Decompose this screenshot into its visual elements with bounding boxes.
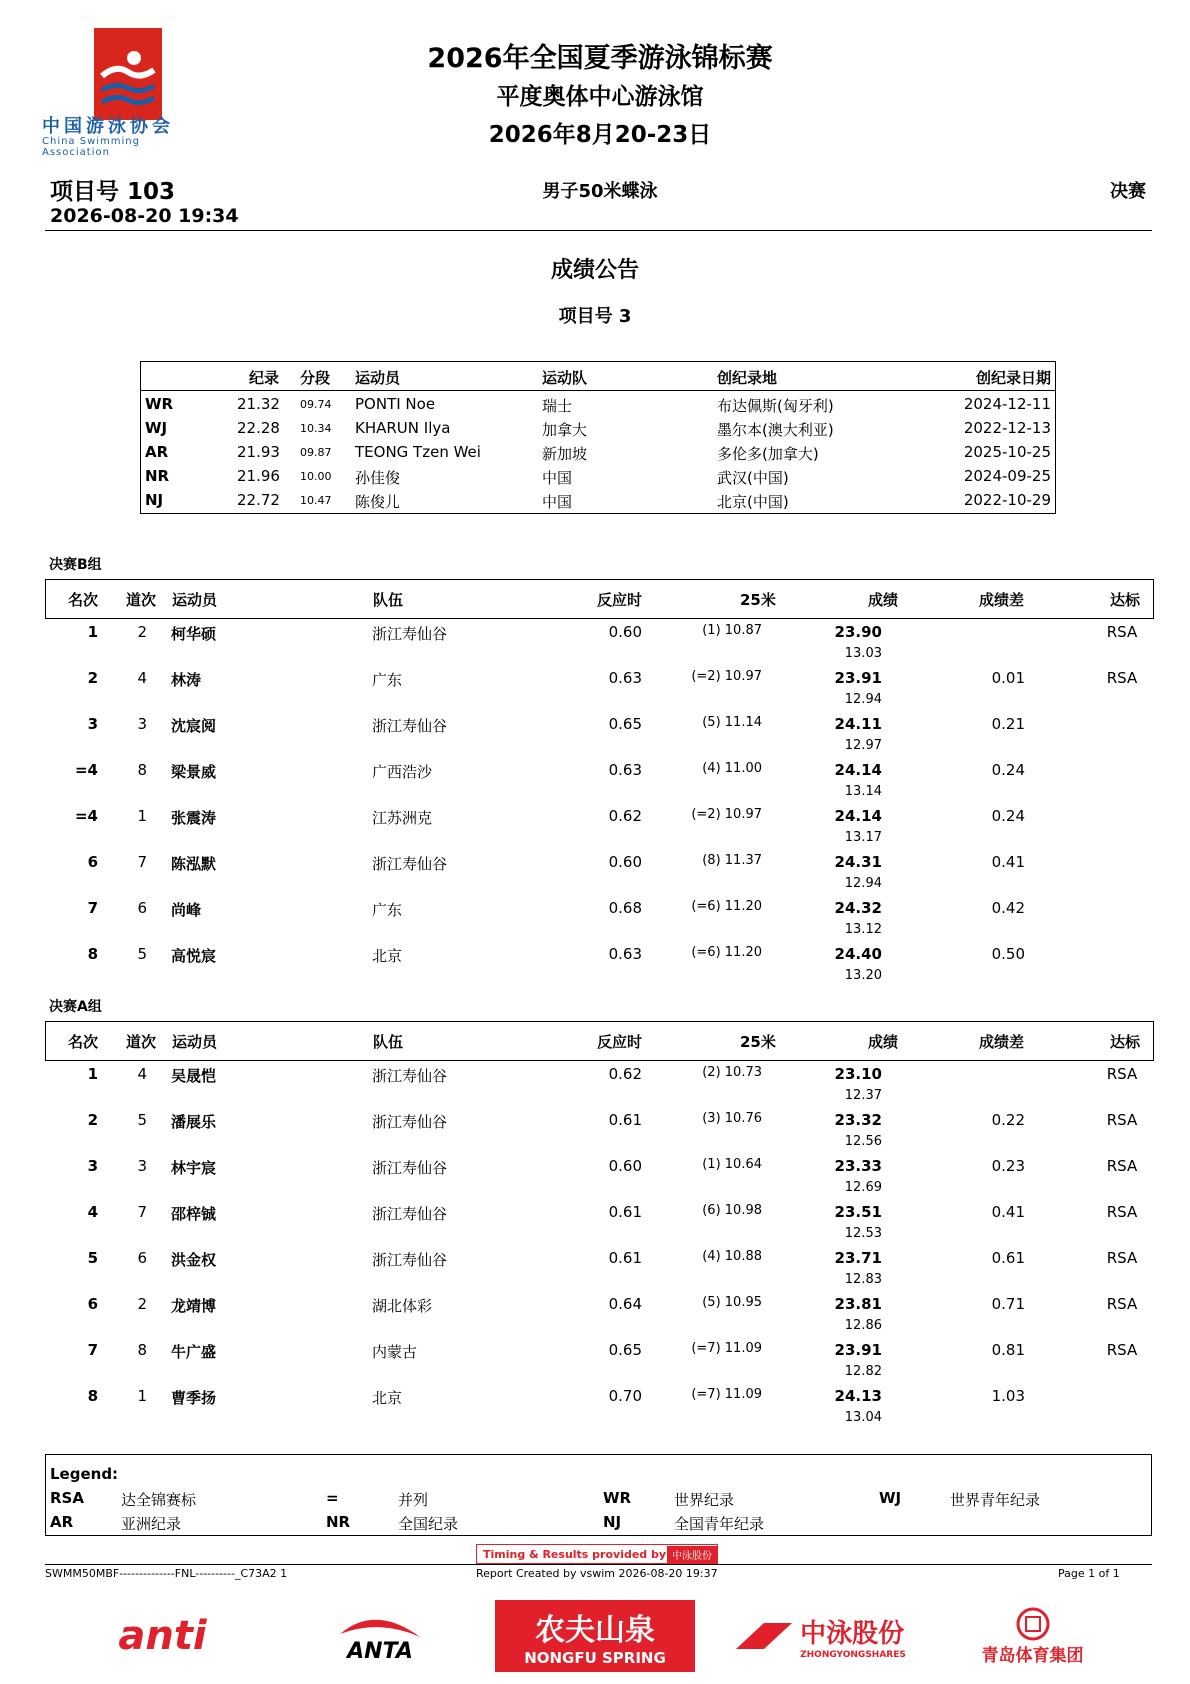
record-time: 21.32 — [237, 395, 280, 413]
final-time: 24.31 — [834, 853, 882, 871]
rec-col-split: 分段 — [300, 369, 331, 387]
col-lane: 道次 — [126, 591, 157, 609]
lane: 5 — [137, 945, 147, 963]
final-b-header — [45, 579, 1154, 619]
split-50m: 12.82 — [844, 1364, 882, 1379]
record-split: 10.47 — [300, 494, 332, 507]
rank: 1 — [87, 1065, 98, 1083]
swimmer-icon — [94, 28, 162, 120]
header-divider — [45, 230, 1152, 231]
split-25m: (4) 10.88 — [702, 1249, 762, 1264]
time-diff: 0.21 — [991, 715, 1025, 733]
lane: 8 — [137, 761, 147, 779]
time-diff: 0.71 — [991, 1295, 1025, 1313]
record-time: 21.96 — [237, 467, 280, 485]
record-code: WR — [145, 395, 174, 413]
athlete-name: 洪金权 — [171, 1251, 217, 1269]
legend-box — [45, 1454, 1152, 1536]
split-50m: 13.12 — [844, 922, 882, 937]
footer-divider — [45, 1564, 1152, 1565]
legend-desc: 世界纪录 — [674, 1491, 735, 1509]
result-row — [45, 1249, 1152, 1295]
reaction-time: 0.61 — [608, 1203, 642, 1221]
legend-desc: 全国青年纪录 — [674, 1515, 765, 1533]
split-50m: 12.94 — [844, 876, 882, 891]
legend-code: AR — [50, 1513, 74, 1531]
org-name-en: China Swimming Association — [42, 136, 140, 158]
result-row — [45, 1111, 1152, 1157]
col-25m: 25米 — [740, 591, 776, 609]
nongfu-cn: 农夫山泉 — [535, 1613, 655, 1648]
record-code: AR — [145, 443, 169, 461]
reaction-time: 0.60 — [608, 623, 642, 641]
record-place: 武汉(中国) — [717, 469, 789, 487]
athlete-name: 梁景威 — [171, 763, 217, 781]
team-name: 江苏洲克 — [372, 809, 433, 827]
team-name: 浙江寿仙谷 — [372, 1159, 448, 1177]
result-row — [45, 853, 1152, 899]
result-row — [45, 807, 1152, 853]
final-time: 23.71 — [834, 1249, 882, 1267]
athlete-name: 张震涛 — [171, 809, 217, 827]
athlete-name: 林涛 — [171, 671, 202, 689]
standard-badge: RSA — [1106, 1295, 1138, 1313]
anta-text: ANTA — [347, 1638, 413, 1664]
rank: 4 — [87, 1203, 98, 1221]
final-time: 23.32 — [834, 1111, 882, 1129]
meet-dates: 2026年8月20-23日 — [488, 122, 712, 148]
reaction-time: 0.63 — [608, 761, 642, 779]
reaction-time: 0.65 — [608, 715, 642, 733]
split-25m: (2) 10.73 — [702, 1065, 762, 1080]
team-name: 广东 — [372, 901, 403, 919]
lane: 8 — [137, 1341, 147, 1359]
rec-col-record: 纪录 — [249, 369, 280, 387]
record-team: 加拿大 — [542, 421, 588, 439]
record-row — [141, 416, 1055, 440]
event-number: 项目号 103 — [50, 179, 176, 205]
final-time: 24.40 — [834, 945, 882, 963]
final-time: 24.13 — [834, 1387, 882, 1405]
rank: 8 — [87, 1387, 98, 1405]
record-time: 21.93 — [237, 443, 280, 461]
lane: 7 — [137, 853, 147, 871]
athlete-name: 沈宸阅 — [171, 717, 217, 735]
team-name: 湖北体彩 — [372, 1297, 433, 1315]
meet-title: 2026年全国夏季游泳锦标赛 — [427, 43, 773, 74]
reaction-time: 0.63 — [608, 945, 642, 963]
record-row — [141, 488, 1055, 512]
split-50m: 13.03 — [844, 646, 882, 661]
record-athlete: 孙佳俊 — [355, 469, 401, 487]
split-50m: 13.17 — [844, 830, 882, 845]
record-date: 2022-10-29 — [963, 491, 1051, 509]
time-diff: 0.61 — [991, 1249, 1025, 1267]
col-time: 成绩 — [868, 591, 899, 609]
legend-code: WR — [603, 1489, 632, 1507]
legend-title: Legend: — [50, 1465, 119, 1483]
athlete-name: 曹季扬 — [171, 1389, 217, 1407]
timing-brand: 中泳股份 — [667, 1546, 717, 1563]
lane: 3 — [137, 715, 147, 733]
record-split: 09.74 — [300, 398, 332, 411]
rec-col-date: 创纪录日期 — [975, 369, 1051, 387]
round-label: 决赛 — [1110, 181, 1146, 202]
lane: 6 — [137, 1249, 147, 1267]
rank: 2 — [87, 669, 98, 687]
timing-banner — [476, 1544, 718, 1564]
legend-desc: 全国纪录 — [398, 1515, 459, 1533]
record-split: 09.87 — [300, 446, 332, 459]
legend-desc: 亚洲纪录 — [121, 1515, 182, 1533]
split-25m: (=6) 11.20 — [691, 945, 762, 960]
qd-text: 青岛体育集团 — [981, 1645, 1084, 1666]
csa-logo — [42, 28, 207, 158]
record-code: WJ — [145, 419, 168, 437]
result-row — [45, 623, 1152, 669]
standard-badge: RSA — [1106, 1341, 1138, 1359]
result-row — [45, 945, 1152, 991]
time-diff: 0.41 — [991, 1203, 1025, 1221]
split-50m: 13.20 — [844, 968, 882, 983]
team-name: 广东 — [372, 671, 403, 689]
result-row — [45, 1295, 1152, 1341]
reaction-time: 0.61 — [608, 1249, 642, 1267]
record-athlete: TEONG Tzen Wei — [355, 443, 481, 461]
split-25m: (=7) 11.09 — [691, 1341, 762, 1356]
athlete-name: 陈泓默 — [171, 855, 217, 873]
nongfu-en: NONGFU SPRING — [524, 1649, 666, 1667]
final-a-header — [45, 1021, 1154, 1061]
final-time: 24.11 — [834, 715, 882, 733]
split-50m: 13.14 — [844, 784, 882, 799]
col-athlete: 运动员 — [172, 591, 218, 609]
lane: 2 — [137, 623, 147, 641]
record-place: 布达佩斯(匈牙利) — [717, 397, 834, 415]
legend-code: NR — [326, 1513, 351, 1531]
team-name: 浙江寿仙谷 — [372, 717, 448, 735]
time-diff: 0.41 — [991, 853, 1025, 871]
reaction-time: 0.65 — [608, 1341, 642, 1359]
result-row — [45, 761, 1152, 807]
split-50m: 12.83 — [844, 1272, 882, 1287]
records-header — [141, 364, 1055, 391]
reaction-time: 0.60 — [608, 1157, 642, 1175]
split-25m: (1) 10.87 — [702, 623, 762, 638]
time-diff: 0.22 — [991, 1111, 1025, 1129]
result-row — [45, 1387, 1152, 1433]
record-team: 瑞士 — [542, 397, 573, 415]
split-25m: (6) 10.98 — [702, 1203, 762, 1218]
record-place: 北京(中国) — [717, 493, 789, 511]
rec-col-place: 创纪录地 — [717, 369, 778, 387]
split-50m: 12.94 — [844, 692, 882, 707]
sponsor-anti-logo: anti — [118, 1613, 207, 1659]
record-date: 2025-10-25 — [963, 443, 1051, 461]
venue: 平度奥体中心游泳馆 — [496, 84, 704, 110]
time-diff: 0.24 — [991, 807, 1025, 825]
record-athlete: 陈俊儿 — [355, 493, 401, 511]
team-name: 浙江寿仙谷 — [372, 855, 448, 873]
final-time: 23.81 — [834, 1295, 882, 1313]
rank: 6 — [87, 853, 98, 871]
lane: 6 — [137, 899, 147, 917]
standard-badge: RSA — [1106, 623, 1138, 641]
reaction-time: 0.60 — [608, 853, 642, 871]
standard-badge: RSA — [1106, 1065, 1138, 1083]
athlete-name: 高悦宸 — [171, 947, 217, 965]
col-team: 队伍 — [373, 591, 404, 609]
team-name: 浙江寿仙谷 — [372, 1205, 448, 1223]
record-team: 中国 — [542, 469, 573, 487]
rank: 2 — [87, 1111, 98, 1129]
final-time: 23.33 — [834, 1157, 882, 1175]
result-row — [45, 715, 1152, 761]
legend-code: WJ — [879, 1489, 902, 1507]
col-lane: 道次 — [126, 1033, 157, 1051]
sponsor-bar — [0, 1600, 1190, 1680]
reaction-time: 0.68 — [608, 899, 642, 917]
final-time: 23.91 — [834, 669, 882, 687]
org-name-cn: 中国游泳协会 — [42, 116, 174, 137]
rank: 1 — [87, 623, 98, 641]
team-name: 广西浩沙 — [372, 763, 433, 781]
lane: 5 — [137, 1111, 147, 1129]
reaction-time: 0.64 — [608, 1295, 642, 1313]
standard-badge: RSA — [1106, 1157, 1138, 1175]
standard-badge: RSA — [1106, 669, 1138, 687]
rank: =4 — [74, 761, 98, 779]
lane: 3 — [137, 1157, 147, 1175]
qd-emblem-icon — [1016, 1607, 1050, 1641]
record-row — [141, 464, 1055, 488]
final-time: 23.91 — [834, 1341, 882, 1359]
team-name: 浙江寿仙谷 — [372, 1113, 448, 1131]
time-diff: 1.03 — [991, 1387, 1025, 1405]
col-athlete: 运动员 — [172, 1033, 218, 1051]
standard-badge: RSA — [1106, 1249, 1138, 1267]
result-row — [45, 1065, 1152, 1111]
col-diff: 成绩差 — [979, 591, 1025, 609]
athlete-name: 邵梓铖 — [171, 1205, 217, 1223]
team-name: 浙江寿仙谷 — [372, 625, 448, 643]
time-diff: 0.01 — [991, 669, 1025, 687]
zy-mark-icon — [734, 1621, 794, 1651]
split-50m: 12.56 — [844, 1134, 882, 1149]
col-diff: 成绩差 — [979, 1033, 1025, 1051]
split-25m: (1) 10.64 — [702, 1157, 762, 1172]
reaction-time: 0.63 — [608, 669, 642, 687]
result-row — [45, 899, 1152, 945]
split-50m: 12.37 — [844, 1088, 882, 1103]
athlete-name: 尚峰 — [171, 901, 202, 919]
rank: 5 — [87, 1249, 98, 1267]
lane: 4 — [137, 1065, 147, 1083]
legend-code: NJ — [603, 1513, 622, 1531]
athlete-name: 林宇宸 — [171, 1159, 217, 1177]
col-reaction: 反应时 — [597, 1033, 643, 1051]
split-50m: 12.97 — [844, 738, 882, 753]
team-name: 浙江寿仙谷 — [372, 1067, 448, 1085]
legend-desc: 世界青年纪录 — [950, 1491, 1041, 1509]
lane: 7 — [137, 1203, 147, 1221]
final-time: 23.51 — [834, 1203, 882, 1221]
legend-code: RSA — [50, 1489, 84, 1507]
record-row — [141, 440, 1055, 464]
record-date: 2022-12-13 — [963, 419, 1051, 437]
lane: 1 — [137, 807, 147, 825]
result-row — [45, 1203, 1152, 1249]
result-row — [45, 1341, 1152, 1387]
event-name: 男子50米蝶泳 — [542, 181, 658, 202]
split-25m: (4) 11.00 — [702, 761, 762, 776]
zy-cn: 中泳股份 — [800, 1618, 905, 1649]
split-25m: (=7) 11.09 — [691, 1387, 762, 1402]
col-standard: 达标 — [1110, 1033, 1141, 1051]
time-diff: 0.24 — [991, 761, 1025, 779]
record-split: 10.00 — [300, 470, 332, 483]
split-25m: (=2) 10.97 — [691, 669, 762, 684]
col-team: 队伍 — [373, 1033, 404, 1051]
records-table — [140, 361, 1056, 514]
record-date: 2024-12-11 — [963, 395, 1051, 413]
team-name: 北京 — [372, 947, 403, 965]
final-time: 24.32 — [834, 899, 882, 917]
lane: 4 — [137, 669, 147, 687]
split-50m: 12.69 — [844, 1180, 882, 1195]
record-place: 多伦多(加拿大) — [717, 445, 819, 463]
final-time: 23.10 — [834, 1065, 882, 1083]
sponsor-qd-logo — [965, 1600, 1100, 1672]
timing-text: Timing & Results provided by — [483, 1547, 667, 1561]
final-time: 24.14 — [834, 807, 882, 825]
record-athlete: KHARUN Ilya — [355, 419, 451, 437]
col-reaction: 反应时 — [597, 591, 643, 609]
record-athlete: PONTI Noe — [355, 395, 436, 413]
record-place: 墨尔本(澳大利亚) — [717, 421, 834, 439]
rank: 6 — [87, 1295, 98, 1313]
split-25m: (5) 11.14 — [702, 715, 762, 730]
record-code: NJ — [145, 491, 164, 509]
final-time: 24.14 — [834, 761, 882, 779]
record-code: NR — [145, 467, 170, 485]
reaction-time: 0.62 — [608, 1065, 642, 1083]
rank: 3 — [87, 715, 98, 733]
record-date: 2024-09-25 — [963, 467, 1051, 485]
sponsor-zy-logo — [725, 1600, 915, 1672]
record-row — [141, 392, 1055, 416]
page-number: Page 1 of 1 — [1058, 1567, 1120, 1580]
lane: 2 — [137, 1295, 147, 1313]
athlete-name: 潘展乐 — [171, 1113, 217, 1131]
sponsor-nongfu-logo — [495, 1600, 695, 1672]
split-50m: 13.04 — [844, 1410, 882, 1425]
sponsor-anta-logo — [325, 1600, 435, 1672]
record-time: 22.72 — [237, 491, 280, 509]
rank: 7 — [87, 899, 98, 917]
rank: 3 — [87, 1157, 98, 1175]
sub-event: 项目号 3 — [558, 306, 632, 327]
split-25m: (5) 10.95 — [702, 1295, 762, 1310]
result-row — [45, 1157, 1152, 1203]
legend-desc: 达全锦赛标 — [121, 1491, 197, 1509]
split-25m: (=2) 10.97 — [691, 807, 762, 822]
rank: 8 — [87, 945, 98, 963]
record-split: 10.34 — [300, 422, 332, 435]
anta-swoosh-icon — [335, 1609, 425, 1639]
standard-badge: RSA — [1106, 1111, 1138, 1129]
final-a-label: 决赛A组 — [49, 999, 102, 1015]
rec-col-athlete: 运动员 — [355, 369, 401, 387]
record-team: 新加坡 — [542, 445, 588, 463]
col-time: 成绩 — [868, 1033, 899, 1051]
split-25m: (8) 11.37 — [702, 853, 762, 868]
split-25m: (=6) 11.20 — [691, 899, 762, 914]
split-25m: (3) 10.76 — [702, 1111, 762, 1126]
rank: 7 — [87, 1341, 98, 1359]
record-time: 22.28 — [237, 419, 280, 437]
split-50m: 12.86 — [844, 1318, 882, 1333]
event-time: 2026-08-20 19:34 — [50, 205, 239, 227]
split-50m: 12.53 — [844, 1226, 882, 1241]
zy-en: ZHONGYONGSHARES — [800, 1649, 906, 1660]
reaction-time: 0.61 — [608, 1111, 642, 1129]
col-standard: 达标 — [1110, 591, 1141, 609]
time-diff: 0.42 — [991, 899, 1025, 917]
rank: =4 — [74, 807, 98, 825]
final-time: 23.90 — [834, 623, 882, 641]
result-row — [45, 669, 1152, 715]
col-25m: 25米 — [740, 1033, 776, 1051]
standard-badge: RSA — [1106, 1203, 1138, 1221]
time-diff: 0.50 — [991, 945, 1025, 963]
legend-desc: 并列 — [398, 1491, 429, 1509]
team-name: 北京 — [372, 1389, 403, 1407]
doc-title: 成绩公告 — [550, 258, 639, 283]
lane: 1 — [137, 1387, 147, 1405]
athlete-name: 柯华硕 — [171, 625, 217, 643]
final-b-label: 决赛B组 — [49, 557, 102, 573]
reaction-time: 0.62 — [608, 807, 642, 825]
report-created: Report Created by vswim 2026-08-20 19:37 — [476, 1567, 718, 1580]
time-diff: 0.23 — [991, 1157, 1025, 1175]
rec-col-team: 运动队 — [542, 369, 588, 387]
time-diff: 0.81 — [991, 1341, 1025, 1359]
legend-code: = — [326, 1489, 339, 1507]
col-rank: 名次 — [68, 1033, 99, 1051]
athlete-name: 吴晟恺 — [171, 1067, 217, 1085]
athlete-name: 龙靖博 — [171, 1297, 217, 1315]
record-team: 中国 — [542, 493, 573, 511]
team-name: 浙江寿仙谷 — [372, 1251, 448, 1269]
team-name: 内蒙古 — [372, 1343, 418, 1361]
athlete-name: 牛广盛 — [171, 1343, 217, 1361]
col-rank: 名次 — [68, 591, 99, 609]
reaction-time: 0.70 — [608, 1387, 642, 1405]
report-code: SWMM50MBF--------------FNL----------_C73A2 1 — [45, 1567, 288, 1580]
